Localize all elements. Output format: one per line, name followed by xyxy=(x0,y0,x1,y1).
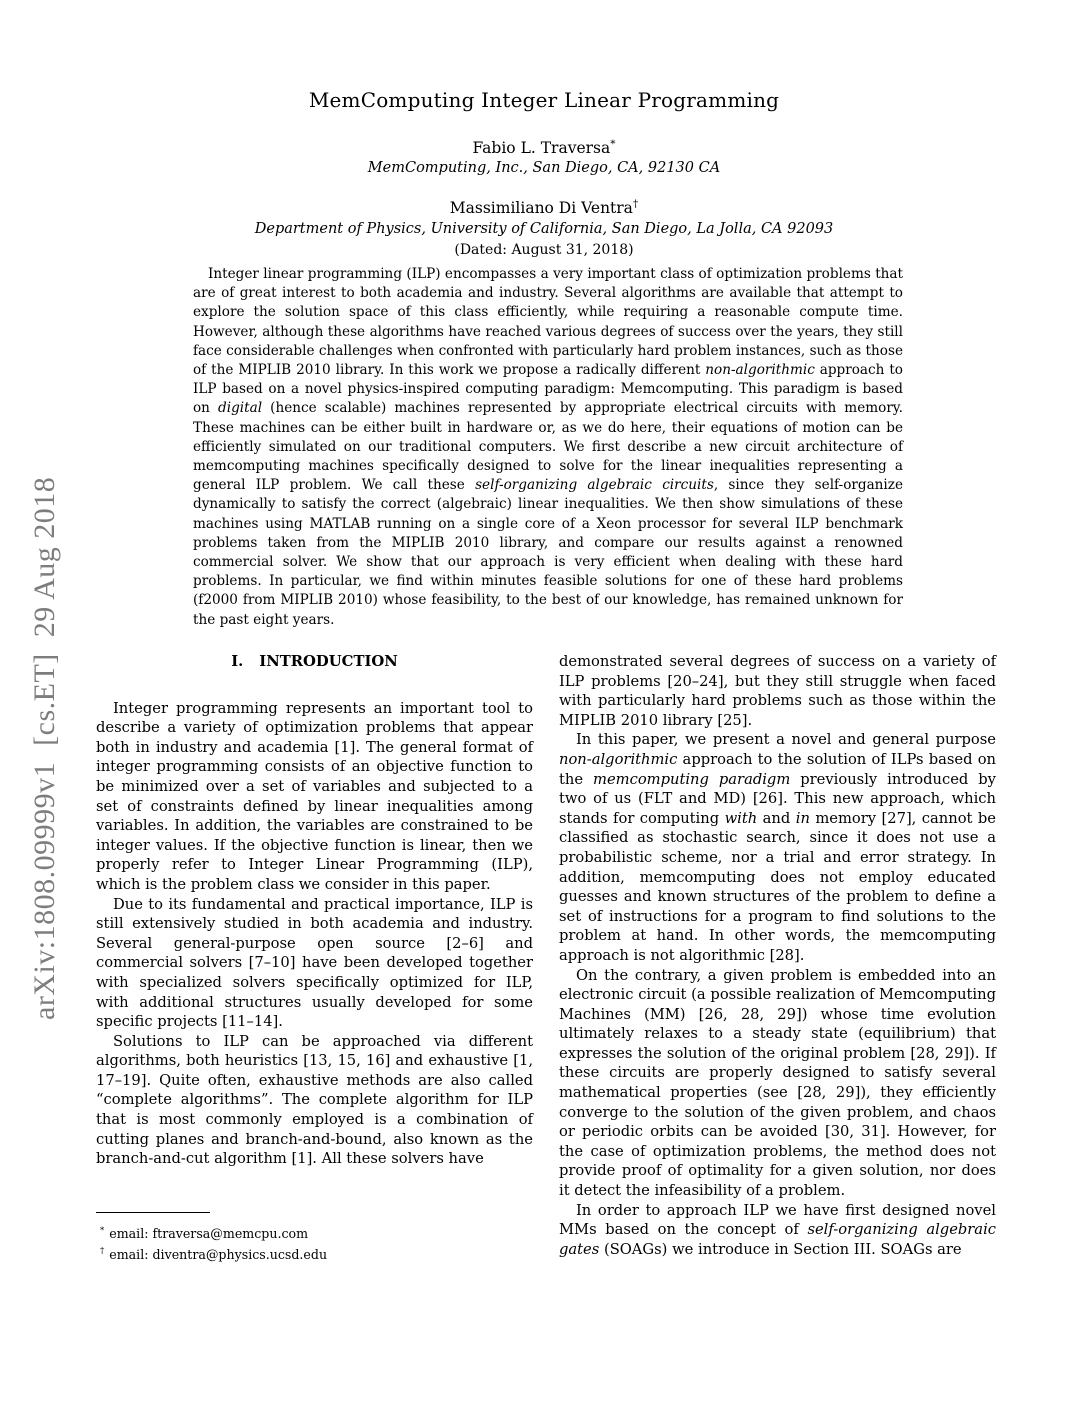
arxiv-watermark-label: arXiv:1808.09999v1 [cs.ET] 29 Aug 2018 xyxy=(28,476,61,1020)
paper-title: MemComputing Integer Linear Programming xyxy=(308,88,780,112)
body-paragraph: Solutions to ILP can be approached via different algorithms, both heuristics [13, 15, 16] and exhaustive [1, 17–19]. Quite often, exhaustive methods are also called “complete algorithms”. The complete algorithm for ILP that is most commonly employed is a combination of cutting planes and branch-and-bound, also known as the branch-and-cut algorithm [1]. All these solvers have xyxy=(96,1032,533,1168)
section-number: I. xyxy=(231,653,244,670)
section-heading-introduction xyxy=(96,652,533,672)
author-line-2 xyxy=(0,199,1088,217)
footnote-email-1 xyxy=(96,1224,533,1245)
date-line: (Dated: August 31, 2018) xyxy=(454,242,634,258)
author-affiliation-2: Department of Physics, University of California, San Diego, La Jolla, CA 92093 xyxy=(254,221,834,237)
footnote-email-2 xyxy=(96,1245,533,1266)
author-line-1 xyxy=(0,139,1088,157)
body-paragraph: In this paper, we present a novel and general purpose non-algorithmic approach to the solution of ILPs based on the memcomputing paradigm previously introduced by two of us (FLT and MD) [26]. This new approach, which stands for computing with and in memory [27], cannot be classified as stochastic search, since it does not use a probabilistic scheme, nor a trial and error strategy. In addition, memcomputing does not employ educated guesses and known structures of the problem to define a set of instructions for a program to find solutions to the problem at hand. In other words, the memcomputing approach is not algorithmic [28]. xyxy=(559,731,996,964)
footnote-rule xyxy=(96,1212,210,1213)
abstract xyxy=(193,265,903,630)
right-column xyxy=(559,652,996,1259)
arxiv-watermark xyxy=(26,356,64,1020)
footnote-mark: † xyxy=(100,1246,105,1257)
author-affiliation-1: MemComputing, Inc., San Diego, CA, 92130 CA xyxy=(367,160,721,176)
section-title: INTRODUCTION xyxy=(259,653,398,670)
body-paragraph: Integer programming represents an important tool to describe a variety of optimization problems that appear both in industry and academia [1]. The general format of integer programming consists of an objective function to be minimized over a set of variables and subjected to a set of constraints defined by linear inequalities among variables. In addition, the variables are constrained to be integer values. If the objective function is linear, then we properly refer to Integer Linear Programming (ILP), which is the problem class we consider in this paper. xyxy=(96,699,533,893)
body-paragraph: demonstrated several degrees of success on a variety of ILP problems [20–24], but they still struggle when faced with particularly hard problems such as those within the MIPLIB 2010 library [25]. xyxy=(559,653,996,729)
left-column xyxy=(96,652,533,1169)
author-name: Massimiliano Di Ventra xyxy=(449,199,633,217)
body-paragraph: Due to its fundamental and practical importance, ILP is still extensively studied in both academia and industry. Several general-purpose open source [2–6] and commercial solvers [7–10] have been developed together with specialized solvers specifically optimized for ILP, with additional structures usually developed for some specific projects [11–14]. xyxy=(96,895,533,1031)
footnote-mark: * xyxy=(100,1225,105,1236)
abstract-paragraph: Integer linear programming (ILP) encompasses a very important class of optimization problems that are of great interest to both academia and industry. Several algorithms are available that attempt to explore the solution space of this class efficiently, while requiring a reasonable compute time. However, although these algorithms have reached various degrees of success over the years, they still face considerable challenges when confronted with particularly hard problem instances, such as those of the MIPLIB 2010 library. In this work we propose a radically different non-algorithmic approach to ILP based on a novel physics-inspired computing paradigm: Memcomputing. This paradigm is based on digital (hence scalable) machines represented by appropriate electrical circuits with memory. These machines can be either built in hardware or, as we do here, their equations of motion can be efficiently simulated on our traditional computers. We first describe a new circuit architecture of memcomputing machines specifically designed to solve for the linear inequalities representing a general ILP problem. We call these self-organizing algebraic circuits, since they self-organize dynamically to satisfy the correct (algebraic) linear inequalities. We then show simulations of these machines using MATLAB running on a single core of a Xeon processor for several ILP benchmark problems taken from the MIPLIB 2010 library, and compare our results against a renowned commercial solver. We show that our approach is very efficient when dealing with these hard problems. In particular, we find within minutes feasible solutions for one of these hard problems (f2000 from MIPLIB 2010) whose feasibility, to the best of our knowledge, has remained unknown for the past eight years. xyxy=(193,266,904,628)
author-mark: * xyxy=(610,137,616,150)
author-mark: † xyxy=(632,197,639,210)
footnotes xyxy=(96,1212,533,1265)
body-paragraph: In order to approach ILP we have first designed novel MMs based on the concept of self-organizing algebraic gates (SOAGs) we introduce in Section III. SOAGs are xyxy=(559,1201,996,1258)
footnote-text: email: diventra@physics.ucsd.edu xyxy=(109,1246,328,1262)
author-name: Fabio L. Traversa xyxy=(472,139,611,157)
body-paragraph: On the contrary, a given problem is embedded into an electronic circuit (a possible realization of Memcomputing Machines (MM) [26, 28, 29]) whose time evolution ultimately relaxes to a steady state (equilibrium) that expresses the solution of the original problem [28, 29]). If these circuits are properly designed to satisfy several mathematical properties (see [28, 29]), they efficiently converge to the solution of the given problem, and chaos or periodic orbits can be avoided [30, 31]. However, for the case of optimization problems, the method does not provide proof of optimality for a given solution, nor does it detect the infeasibility of a problem. xyxy=(559,966,996,1200)
footnote-text: email: ftraversa@memcpu.com xyxy=(109,1226,309,1241)
